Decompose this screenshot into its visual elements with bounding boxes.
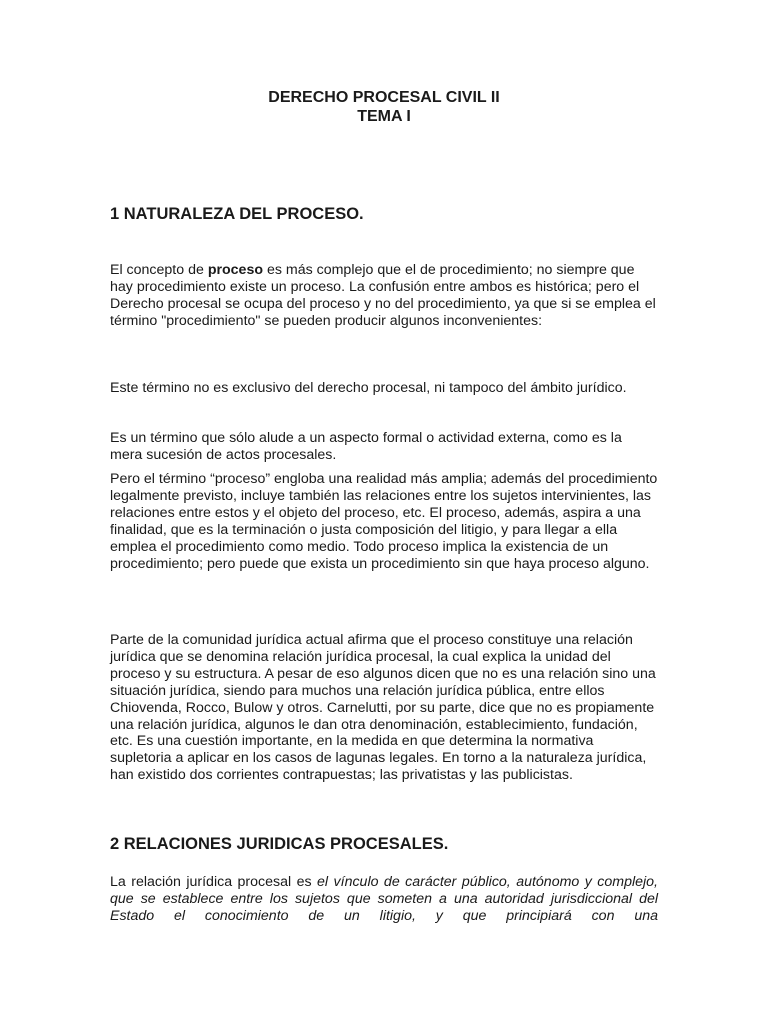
section-1-heading: 1 NATURALEZA DEL PROCESO. xyxy=(110,205,364,223)
paragraph-relacion-juridica: Parte de la comunidad jurídica actual afirma que el proceso constituye una relación jurídica que se denomina relación jurídica procesal, la cual explica la unidad del proceso y su estructura. A pesar de eso algunos dicen que no es una relación sino una situación jurídica, siendo para muchos una relación jurídica pública, entre ellos Chiovenda, Rocco, Bulow y otros. Carnelutti, por su parte, dice que no es propiamente una relación jurídica, algunos le dan otra denominación, establecimiento, fundación, etc. Es una cuestión importante, en la medida en que determina la normativa supletoria a aplicar en los casos de lagunas legales. En torno a la naturaleza jurídica, han existido dos corrientes contrapuestas; las privatistas y las publicistas. xyxy=(110,632,656,784)
paragraph-termino-no-exclusivo: Este término no es exclusivo del derecho procesal, ni tampoco del ámbito jurídico. xyxy=(110,380,627,396)
bold-term-proceso: proceso xyxy=(207,262,264,278)
document-title: DERECHO PROCESAL CIVIL II xyxy=(268,89,500,106)
paragraph-text: El concepto de xyxy=(110,262,208,278)
paragraph-text: es más complejo que el de procedimiento; no siempre que hay procedimiento existe un proceso. La confusión entre ambos es histórica; pero el Derecho procesal se ocupa del proceso y no del procedimiento, ya que si se emplea el término "procedimiento" se pueden producir algunos inconvenientes: xyxy=(110,262,656,329)
paragraph-realidad-amplia: Pero el término “proceso” engloba una realidad más amplia; además del procedimiento legalmente previsto, incluye también las relaciones entre los sujetos intervinientes, las relaciones entre estos y el objeto del proceso, etc. El proceso, además, aspira a una finalidad, que es la terminación o justa composición del litigio, y para llegar a ella emplea el procedimiento como medio. Todo proceso implica la existencia de un procedimiento; pero puede que exista un procedimiento sin que haya proceso alguno. xyxy=(110,471,658,572)
italic-definition: el vínculo de carácter público, autónomo y complejo, que se establece entre los sujetos que someten a una autoridad jurisdiccional del Estado el conocimiento de un litigio, y que principiará con una xyxy=(110,874,658,924)
paragraph-concepto-proceso xyxy=(110,262,658,330)
document-subtitle: TEMA I xyxy=(357,108,411,125)
paragraph-text: La relación jurídica procesal es xyxy=(110,874,318,890)
section-2-heading: 2 RELACIONES JURIDICAS PROCESALES. xyxy=(110,835,449,853)
paragraph-relacion-procesal xyxy=(110,874,658,925)
paragraph-aspecto-formal: Es un término que sólo alude a un aspecto formal o actividad externa, como es la mera sucesión de actos procesales. xyxy=(110,430,622,463)
